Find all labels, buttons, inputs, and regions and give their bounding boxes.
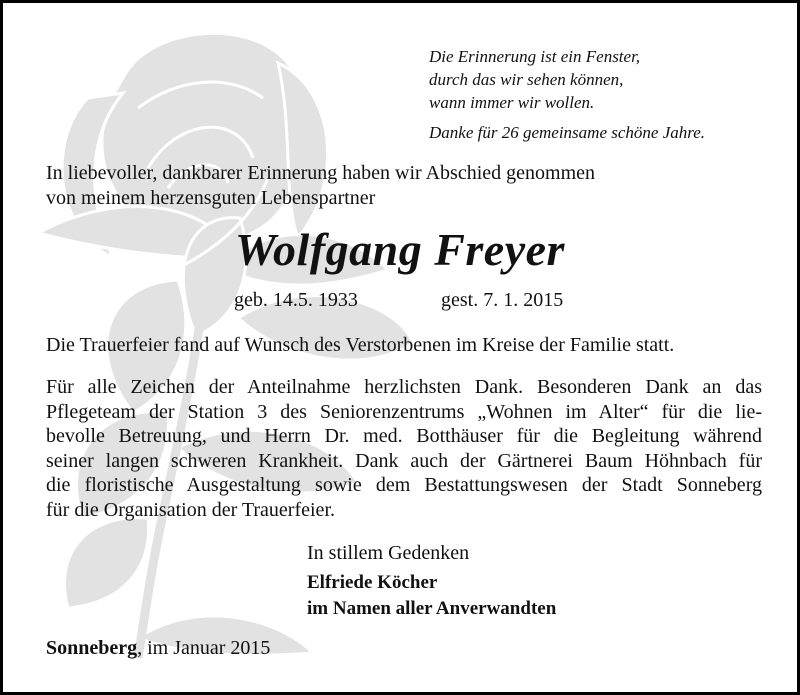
- signer-name: Elfriede Köcher: [307, 572, 438, 593]
- birth-date: geb. 14.5. 1933: [234, 289, 358, 311]
- place-date: [46, 635, 270, 661]
- gratitude-line: für die Organisation der Trauerfeier.: [46, 498, 335, 521]
- gratitude-line: bevolle Betreuung, und Herrn Dr. med. Botthäuser für die Begleitung während: [46, 425, 762, 447]
- deceased-name: Wolfgang Freyer: [235, 224, 565, 275]
- funeral-note-text: Die Trauerfeier fand auf Wunsch des Verstorbenen im Kreise der Familie statt.: [46, 334, 675, 356]
- intro-line: von meinem herzensguten Lebenspartner: [46, 187, 376, 209]
- closing-block: [307, 540, 556, 622]
- gratitude-line: seiner langen schweren Krankheit. Dank auch der Gärtnerei Baum Höhnbach für: [46, 449, 762, 472]
- place-name: Sonneberg: [46, 637, 138, 659]
- thanks-line: Danke für 26 gemeinsame schöne Jahre.: [429, 123, 706, 142]
- quote-line: wann immer wir wollen.: [429, 93, 595, 112]
- date-text: , im Januar 2015: [137, 637, 271, 659]
- intro-line: In liebevoller, dankbarer Erinnerung haben wir Abschied genommen: [46, 162, 596, 184]
- gratitude-line: die floristische Ausgestaltung sowie dem Bestattungswesen der Stadt Sonneberg: [46, 474, 762, 496]
- obituary-content: [3, 3, 797, 692]
- memorial-quote: [429, 45, 705, 144]
- death-date: gest. 7. 1. 2015: [441, 289, 564, 311]
- intro-text: [46, 161, 595, 211]
- gratitude-line: Für alle Zeichen der Anteilnahme herzlichsten Dank. Besonderen Dank an das: [46, 376, 762, 398]
- quote-line: durch das wir sehen können,: [429, 70, 624, 89]
- quote-line: Die Erinnerung ist ein Fenster,: [429, 47, 641, 66]
- signer-relation: im Namen aller Anverwandten: [307, 598, 557, 619]
- gratitude-paragraph: [46, 375, 762, 522]
- remembrance-line: In stillem Gedenken: [307, 542, 470, 564]
- gratitude-line: Pflegeteam der Station 3 des Seniorenzentrums „Wohnen im Alter“ für die lie-: [46, 400, 762, 423]
- funeral-note: [46, 333, 762, 358]
